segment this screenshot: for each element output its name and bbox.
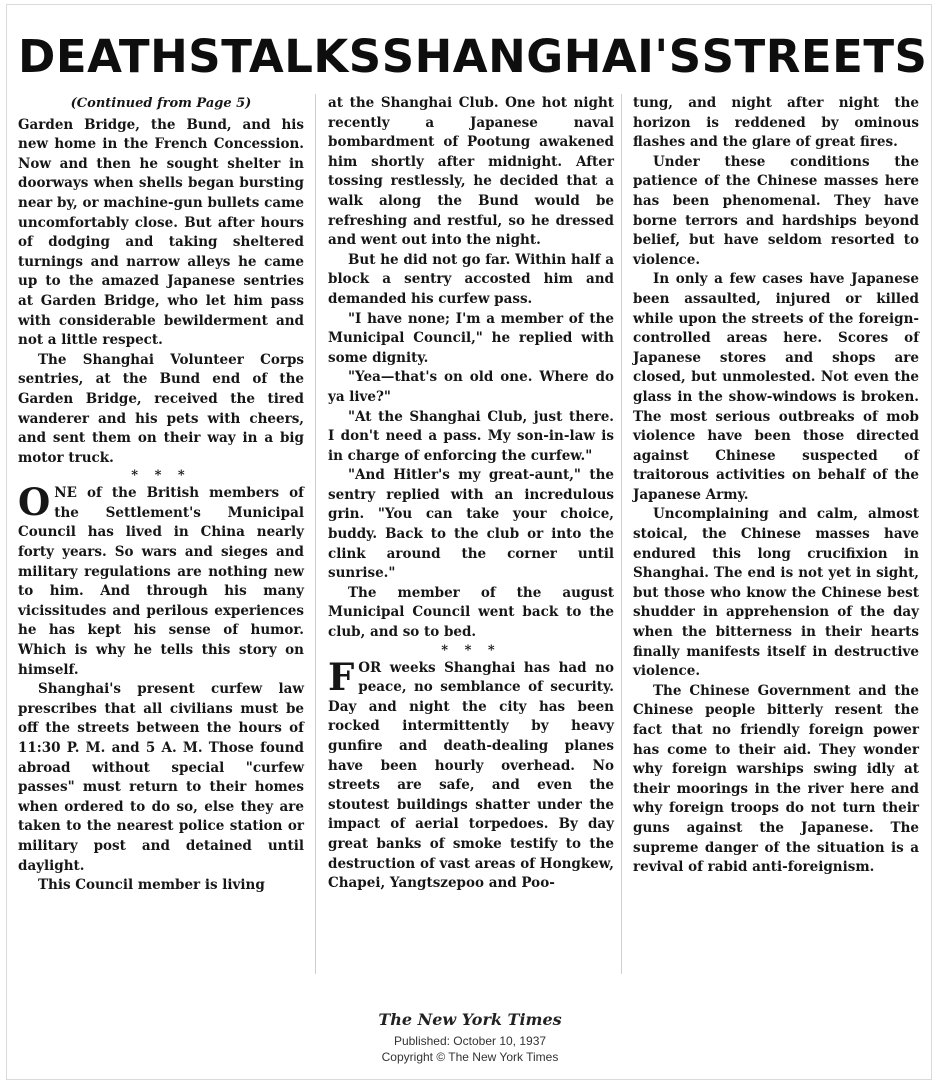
- paragraph-text: NE of the British members of the Settlement's Municipal Council has lived in China nearly forty years. So wars and sieges and military regulations are nothing new to him. And through his many vicissitudes and perilous experiences he has kept his sense of humor. Which is why he tells this story on himself.: [18, 485, 304, 678]
- paragraph: "I have none; I'm a member of the Municipal Council," he replied with some dignity.: [328, 310, 614, 366]
- article-column-1: [18, 94, 304, 896]
- continued-from-note: (Continued from Page 5): [70, 96, 252, 111]
- paragraph: The Chinese Government and the Chinese people bitterly resent the fact that no friendly foreign power has come to their aid. They wonder why foreign warships swing idly at their moorings in the river here and why foreign troops do not turn their guns against the Japanese. The supreme danger of the situation is a revival of rabid anti-foreignism.: [633, 682, 919, 876]
- headline-word: SHANGHAI'S: [381, 29, 702, 83]
- headline-word: STALKS: [188, 29, 382, 83]
- published-date: Published: October 10, 1937: [393, 1034, 547, 1048]
- paragraph: This Council member is living: [38, 877, 265, 894]
- drop-cap: F: [328, 654, 355, 699]
- drop-cap: O: [18, 480, 51, 525]
- paragraph-dropcap: [18, 480, 304, 680]
- paragraph: "Yea—that's on old one. Where do ya live?": [328, 369, 614, 405]
- paragraph: Garden Bridge, the Bund, and his new home in the French Concession. Now and then he sought shelter in doorways when shells began bursting near by, or machine-gun bullets came uncomfortably close. But after hours of dodging and taking sheltered turnings and narrow alleys he came up to the amazed Japanese sentries at Garden Bridge, who let him pass with considerable bewilderment and not a little respect.: [18, 116, 304, 349]
- paragraph: The member of the august Municipal Council went back to the club, and so to bed.: [328, 584, 614, 641]
- paragraph: "And Hitler's my great-aunt," the sentry replied with an incredulous grin. "You can take your choice, buddy. Back to the club or into the clink around the corner until sunrise.": [328, 467, 614, 582]
- headline: [18, 29, 928, 83]
- copyright-notice: Copyright © The New York Times: [381, 1050, 559, 1064]
- paragraph-dropcap: [328, 654, 614, 894]
- newspaper-masthead: The New York Times: [378, 1010, 562, 1029]
- paragraph: Shanghai's present curfew law prescribes that all civilians must be off the streets between the hours of 11:30 P. M. and 5 A. M. Those found abroad without special "curfew passes" must return to their homes when ordered to do so, else they are taken to the nearest police station or military post and detained until daylight.: [18, 681, 304, 874]
- column-rule: [621, 94, 622, 974]
- article-column-3: [633, 94, 919, 878]
- paragraph: at the Shanghai Club. One hot night recently a Japanese naval bombardment of Pootung awakened him shortly after midnight. After tossing restlessly, he decided that a walk along the Bund would be refreshing and restful, so he dressed and went out into the night.: [328, 95, 614, 249]
- column-rule: [315, 94, 316, 974]
- paragraph: "At the Shanghai Club, just there. I don't need a pass. My son-in-law is in charge of enforcing the curfew.": [328, 408, 614, 464]
- paragraph: In only a few cases have Japanese been assaulted, injured or killed while upon the streets of the foreign-controlled areas here. Scores of Japanese stores and shops are closed, but unmolested. Not even the glass in the show-windows is broken. The most serious outbreaks of mob violence have been those directed against Chinese suspected of traitorous activities on behalf of the Japanese Army.: [633, 271, 919, 503]
- paragraph: tung, and night after night the horizon is reddened by ominous flashes and the glare of great fires.: [633, 95, 919, 151]
- paragraph: Uncomplaining and calm, almost stoical, the Chinese masses have endured this long crucifixion in Shanghai. The end is not yet in sight, but those who know the Chinese best shudder in apprehension of the day when the bitterness in their hearts finally manifests itself in destructive violence.: [633, 506, 919, 680]
- headline-word: STREETS: [701, 29, 928, 83]
- paragraph-text: OR weeks Shanghai has had no peace, no semblance of security. Day and night the city has been rocked intermittently by heavy gunfire and death-dealing planes have been hourly overhead. No streets are safe, and even the stoutest buildings shatter under the impact of aerial torpedoes. By day great banks of smoke testify to the destruction of vast areas of Hongkew, Chapei, Yangtszepoo and Poo-: [328, 659, 614, 892]
- paragraph: But he did not go far. Within half a block a sentry accosted him and demanded his curfew pass.: [328, 251, 614, 307]
- section-divider: * * *: [131, 468, 191, 484]
- paragraph: The Shanghai Volunteer Corps sentries, at the Bund end of the Garden Bridge, received the tired wanderer and his pets with cheers, and sent them on their way in a big motor truck.: [18, 351, 304, 466]
- article-column-2: [328, 94, 614, 894]
- footer: [0, 1010, 940, 1065]
- section-divider: * * *: [441, 642, 501, 658]
- headline-word: DEATH: [18, 29, 189, 83]
- paragraph: Under these conditions the patience of the Chinese masses here has been phenomenal. They have borne terrors and hardships beyond belief, but have seldom resorted to violence.: [633, 153, 919, 268]
